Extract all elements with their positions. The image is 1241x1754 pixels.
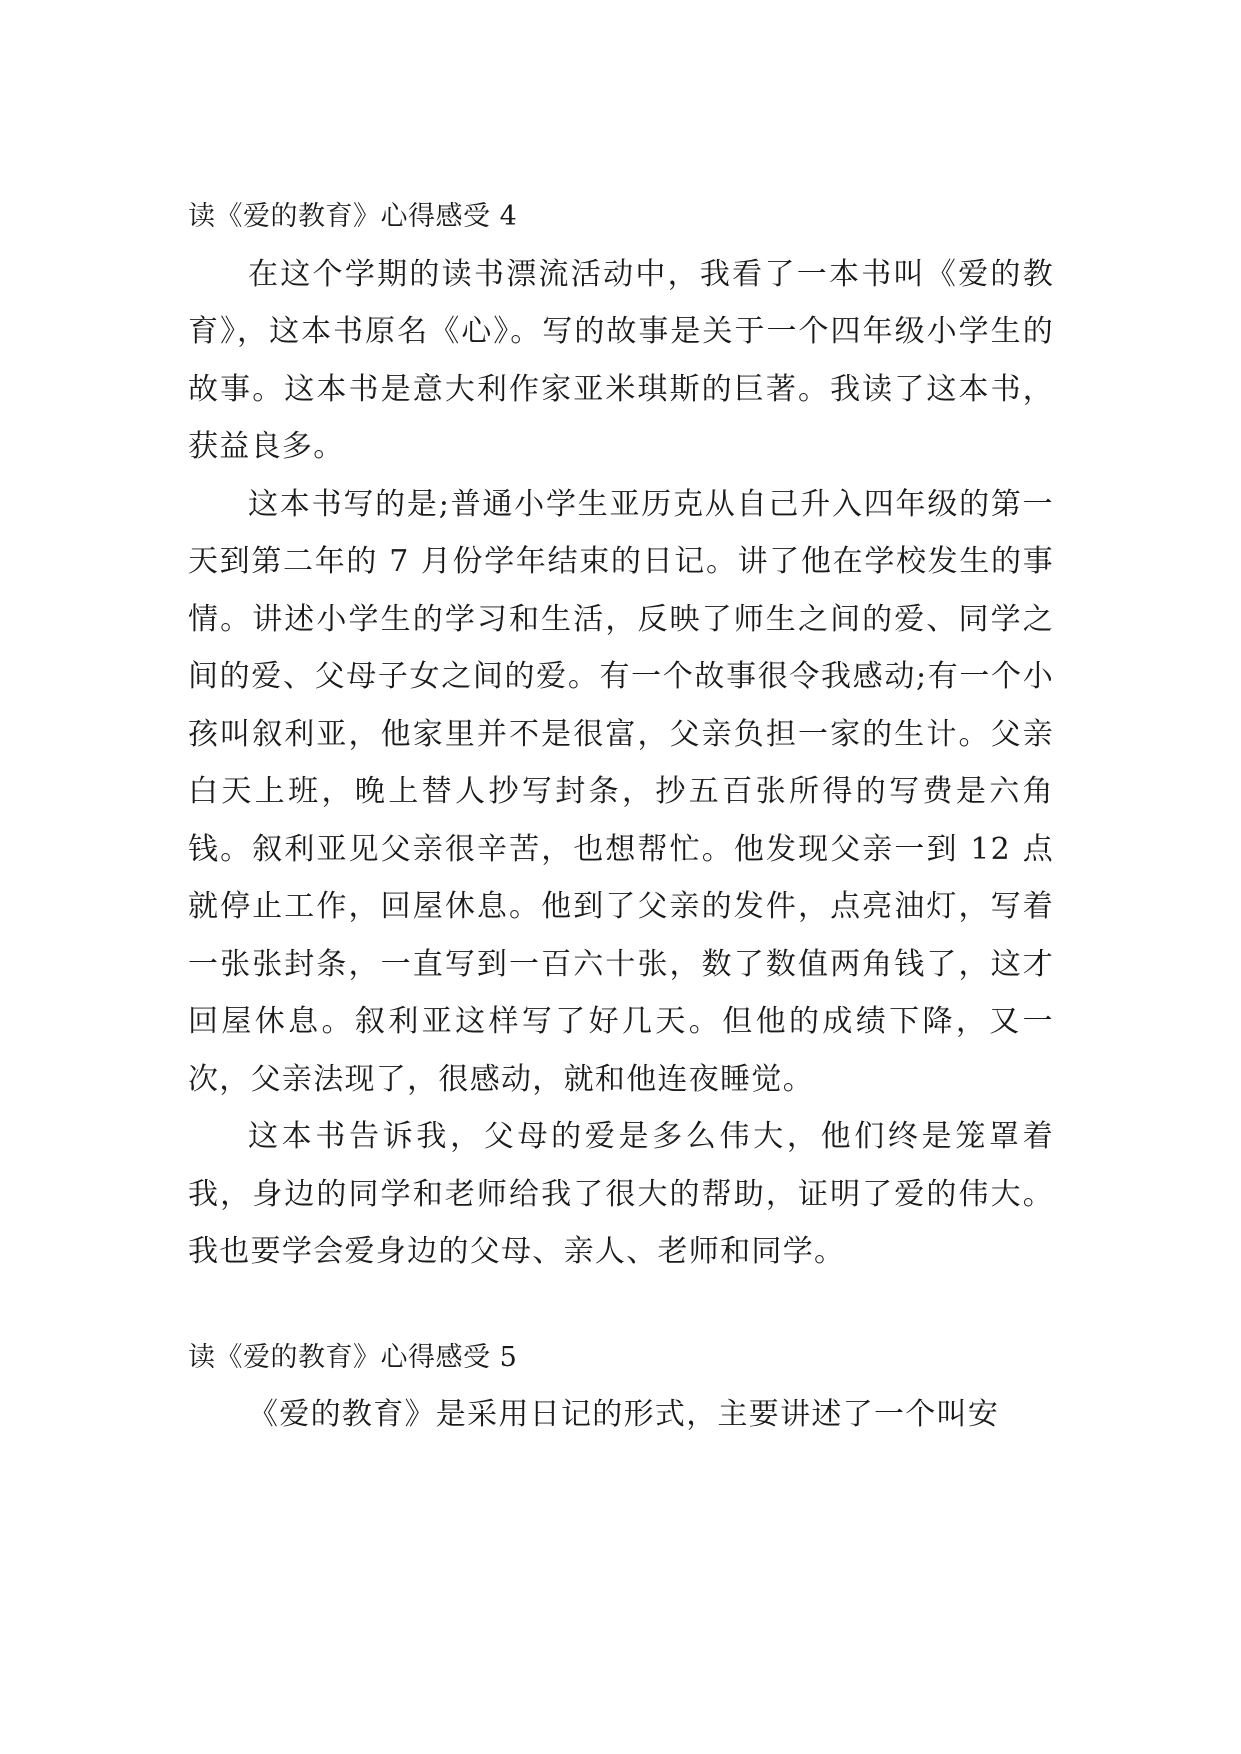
essay-section-4 — [188, 188, 1054, 1281]
paragraph: 这本书告诉我，父母的爱是多么伟大，他们终是笼罩着我，身边的同学和老师给我了很大的帮助，证明了爱的伟大。我也要学会爱身边的父母、亲人、老师和同学。 — [188, 1119, 1054, 1269]
paragraph: 在这个学期的读书漂流活动中，我看了一本书叫《爱的教育》，这本书原名《心》。写的故事是关于一个四年级小学生的故事。这本书是意大利作家亚米琪斯的巨著。我读了这本书，获益良多。 — [188, 256, 1054, 464]
section-heading: 读《爱的教育》心得感受 4 — [188, 201, 518, 232]
paragraph: 《爱的教育》是采用日记的形式，主要讲述了一个叫安 — [248, 1397, 1000, 1432]
document-body — [188, 188, 1054, 1444]
essay-section-5 — [188, 1329, 1054, 1444]
section-heading: 读《爱的教育》心得感受 5 — [188, 1341, 518, 1373]
paragraph: 这本书写的是;普通小学生亚历克从自己升入四年级的第一天到第二年的 7 月份学年结束的日记。讲了他在学校发生的事情。讲述小学生的学习和生活，反映了师生之间的爱、同学之间的爱、父母子女之间的爱。有一个故事很令我感动;有一个小孩叫叙利亚，他家里并不是很富，父亲负担一家的生计。父亲白天上班，晚上替人抄写封条，抄五百张所得的写费是六角钱。叙利亚见父亲很辛苦，也想帮忙。他发现父亲一到 12 点就停止工作，回屋休息。他到了父亲的发件，点亮油灯，写着一张张封条，一直写到一百六十张，数了数值两角钱了，这才回屋休息。叙利亚这样写了好几天。但他的成绩下降，又一次，父亲法现了，很感动，就和他连夜睡觉。 — [188, 486, 1054, 1097]
